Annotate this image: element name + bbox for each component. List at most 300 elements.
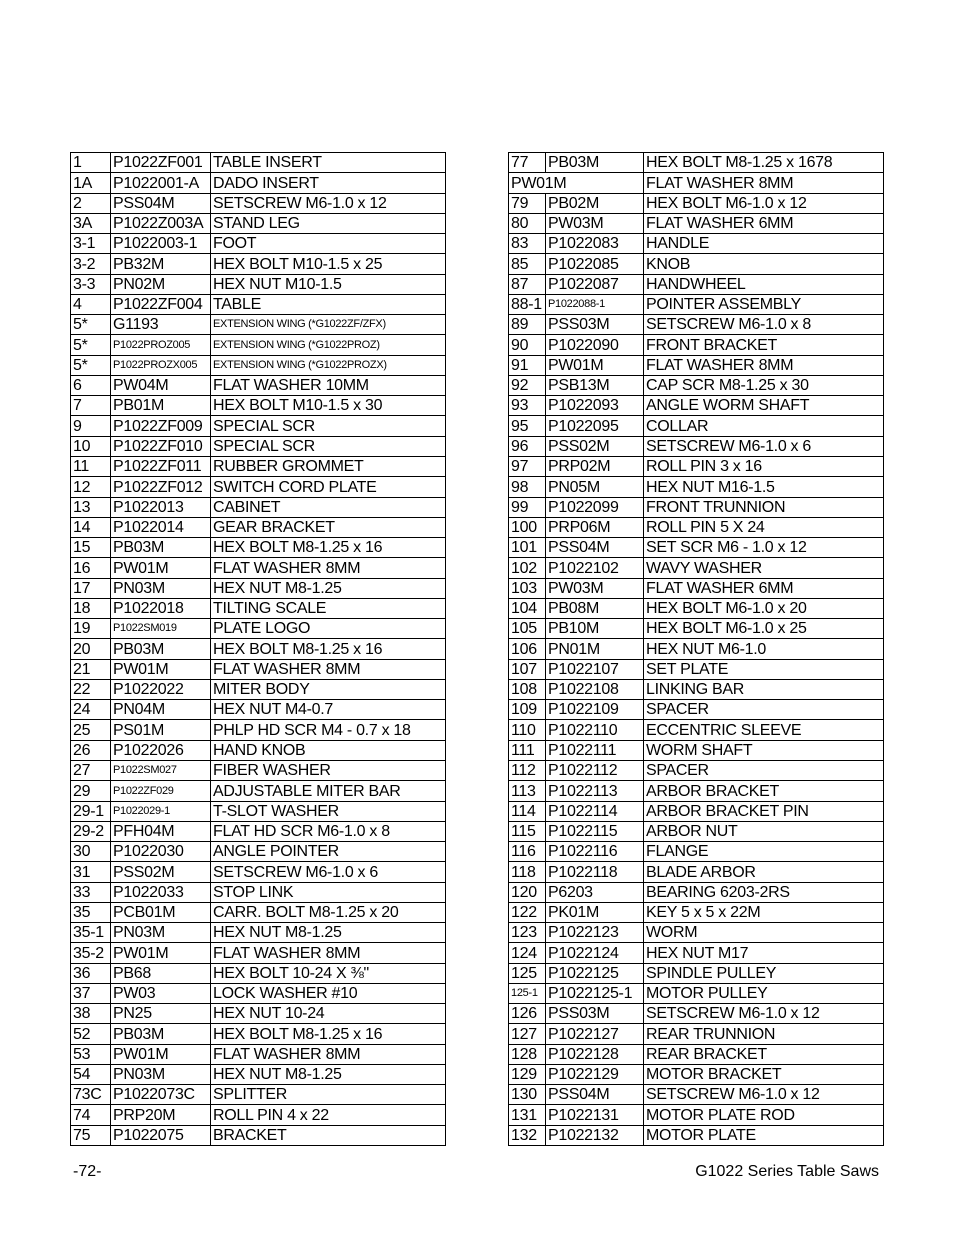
cell-ref: 35-2 xyxy=(71,943,111,963)
cell-description: FRONT TRUNNION xyxy=(644,497,884,517)
cell-ref: 13 xyxy=(71,497,111,517)
cell-part-number: PB08M xyxy=(546,598,644,618)
table-row xyxy=(509,153,884,173)
table-row xyxy=(509,274,884,294)
table-row xyxy=(509,375,884,395)
cell-description: FLAT WASHER 10MM xyxy=(211,375,446,395)
table-row xyxy=(71,517,446,537)
table-row xyxy=(509,923,884,943)
cell-description: HEX BOLT M10-1.5 x 30 xyxy=(211,396,446,416)
cell-ref: 99 xyxy=(509,497,546,517)
cell-description: HEX NUT 10-24 xyxy=(211,1004,446,1024)
parts-table-left xyxy=(70,152,446,1146)
cell-part-number: P1022128 xyxy=(546,1044,644,1064)
cell-description: HEX NUT M8-1.25 xyxy=(211,578,446,598)
table-row xyxy=(71,1024,446,1044)
table-row xyxy=(509,517,884,537)
cell-description: HAND KNOB xyxy=(211,740,446,760)
table-row xyxy=(509,538,884,558)
cell-description: FRONT BRACKET xyxy=(644,335,884,355)
cell-ref: 130 xyxy=(509,1085,546,1105)
table-row xyxy=(71,193,446,213)
table-row xyxy=(71,436,446,456)
cell-ref: 120 xyxy=(509,882,546,902)
cell-description: LINKING BAR xyxy=(644,679,884,699)
cell-ref: 100 xyxy=(509,517,546,537)
table-row xyxy=(509,720,884,740)
table-row xyxy=(509,943,884,963)
cell-ref: 30 xyxy=(71,842,111,862)
table-row xyxy=(71,396,446,416)
table-row xyxy=(509,315,884,335)
cell-ref: PW01M xyxy=(509,173,644,193)
table-row xyxy=(509,801,884,821)
table-row xyxy=(71,821,446,841)
table-row xyxy=(509,1105,884,1125)
cell-description: SPINDLE PULLEY xyxy=(644,963,884,983)
cell-description: WORM SHAFT xyxy=(644,740,884,760)
cell-ref: 112 xyxy=(509,760,546,780)
table-row xyxy=(71,923,446,943)
cell-ref: 129 xyxy=(509,1064,546,1084)
table-row xyxy=(509,1125,884,1145)
table-row xyxy=(509,1004,884,1024)
table-row xyxy=(509,862,884,882)
table-row xyxy=(509,740,884,760)
cell-description: ARBOR BRACKET xyxy=(644,781,884,801)
cell-description: SPECIAL SCR xyxy=(211,416,446,436)
table-row xyxy=(509,213,884,233)
cell-ref: 104 xyxy=(509,598,546,618)
cell-part-number: PFH04M xyxy=(111,821,211,841)
cell-part-number: P1022118 xyxy=(546,862,644,882)
cell-part-number: PSS02M xyxy=(546,436,644,456)
cell-part-number: PB32M xyxy=(111,254,211,274)
table-row xyxy=(509,598,884,618)
cell-description: KEY 5 x 5 x 22M xyxy=(644,902,884,922)
cell-description: HEX BOLT M10-1.5 x 25 xyxy=(211,254,446,274)
table-row xyxy=(509,294,884,314)
cell-part-number: PSS02M xyxy=(111,862,211,882)
table-row xyxy=(71,639,446,659)
cell-ref: 124 xyxy=(509,943,546,963)
cell-ref: 127 xyxy=(509,1024,546,1044)
table-row xyxy=(509,902,884,922)
cell-ref: 35 xyxy=(71,902,111,922)
cell-ref: 116 xyxy=(509,842,546,862)
cell-ref: 7 xyxy=(71,396,111,416)
cell-ref: 36 xyxy=(71,963,111,983)
cell-ref: 20 xyxy=(71,639,111,659)
cell-description: HANDLE xyxy=(644,234,884,254)
cell-description: HEX NUT M4-0.7 xyxy=(211,700,446,720)
cell-part-number: P1022ZF029 xyxy=(111,781,211,801)
cell-part-number: P1022113 xyxy=(546,781,644,801)
cell-part-number: P1022123 xyxy=(546,923,644,943)
cell-ref: 21 xyxy=(71,659,111,679)
table-row xyxy=(509,578,884,598)
cell-description: FLAT WASHER 6MM xyxy=(644,578,884,598)
table-row xyxy=(71,1044,446,1064)
cell-description: HEX BOLT M6-1.0 x 20 xyxy=(644,598,884,618)
cell-ref: 79 xyxy=(509,193,546,213)
cell-ref: 6 xyxy=(71,375,111,395)
cell-description: HEX BOLT M8-1.25 x 16 xyxy=(211,538,446,558)
cell-description: ANGLE WORM SHAFT xyxy=(644,396,884,416)
cell-ref: 38 xyxy=(71,1004,111,1024)
cell-description: FLAT WASHER 6MM xyxy=(644,213,884,233)
table-row xyxy=(509,882,884,902)
cell-description: RUBBER GROMMET xyxy=(211,456,446,476)
cell-part-number: PRP06M xyxy=(546,517,644,537)
cell-part-number: PW01M xyxy=(111,659,211,679)
cell-ref: 15 xyxy=(71,538,111,558)
cell-ref: 4 xyxy=(71,294,111,314)
cell-description: TABLE INSERT xyxy=(211,153,446,173)
table-row xyxy=(509,477,884,497)
table-row xyxy=(509,1024,884,1044)
cell-part-number: PB02M xyxy=(546,193,644,213)
cell-description: EXTENSION WING (*G1022ZF/ZFX) xyxy=(211,315,446,335)
table-row xyxy=(71,740,446,760)
cell-part-number: P1022088-1 xyxy=(546,294,644,314)
cell-part-number: PB68 xyxy=(111,963,211,983)
cell-description: STAND LEG xyxy=(211,213,446,233)
cell-part-number: P1022ZF011 xyxy=(111,456,211,476)
cell-part-number: PSS04M xyxy=(546,538,644,558)
cell-ref: 85 xyxy=(509,254,546,274)
table-row xyxy=(71,274,446,294)
cell-part-number: PSS03M xyxy=(546,1004,644,1024)
table-row xyxy=(71,700,446,720)
table-row xyxy=(71,801,446,821)
table-row xyxy=(71,1125,446,1145)
cell-part-number: P1022114 xyxy=(546,801,644,821)
cell-ref: 9 xyxy=(71,416,111,436)
page-number: -72- xyxy=(73,1163,102,1180)
cell-ref: 5* xyxy=(71,335,111,355)
cell-part-number: P1022116 xyxy=(546,842,644,862)
cell-description: BRACKET xyxy=(211,1125,446,1145)
cell-ref: 54 xyxy=(71,1064,111,1084)
cell-part-number: G1193 xyxy=(111,315,211,335)
cell-ref: 73C xyxy=(71,1085,111,1105)
table-row xyxy=(509,497,884,517)
cell-description: FLAT HD SCR M6-1.0 x 8 xyxy=(211,821,446,841)
cell-description: CARR. BOLT M8-1.25 x 20 xyxy=(211,902,446,922)
cell-part-number: P1022107 xyxy=(546,659,644,679)
cell-part-number: P1022093 xyxy=(546,396,644,416)
cell-description: HEX NUT M6-1.0 xyxy=(644,639,884,659)
cell-ref: 102 xyxy=(509,558,546,578)
table-row xyxy=(509,234,884,254)
cell-description: SPACER xyxy=(644,760,884,780)
cell-description: SPECIAL SCR xyxy=(211,436,446,456)
cell-ref: 126 xyxy=(509,1004,546,1024)
document-title: G1022 Series Table Saws xyxy=(695,1163,879,1180)
cell-part-number: P1022018 xyxy=(111,598,211,618)
table-row xyxy=(509,760,884,780)
cell-part-number: PW01M xyxy=(111,1044,211,1064)
table-row xyxy=(509,1064,884,1084)
cell-part-number: P1022ZF010 xyxy=(111,436,211,456)
table-row xyxy=(71,720,446,740)
cell-part-number: P1022030 xyxy=(111,842,211,862)
cell-description: FLANGE xyxy=(644,842,884,862)
cell-description: POINTER ASSEMBLY xyxy=(644,294,884,314)
cell-ref: 95 xyxy=(509,416,546,436)
cell-ref: 88-1 xyxy=(509,294,546,314)
cell-description: HEX BOLT M8-1.25 x 1678 xyxy=(644,153,884,173)
cell-part-number: P1022014 xyxy=(111,517,211,537)
cell-ref: 96 xyxy=(509,436,546,456)
cell-ref: 27 xyxy=(71,760,111,780)
cell-part-number: P1022132 xyxy=(546,1125,644,1145)
cell-part-number: PN03M xyxy=(111,923,211,943)
cell-part-number: P1022115 xyxy=(546,821,644,841)
cell-ref: 115 xyxy=(509,821,546,841)
table-row xyxy=(509,963,884,983)
table-row xyxy=(71,619,446,639)
cell-description: GEAR BRACKET xyxy=(211,517,446,537)
table-row xyxy=(71,335,446,355)
cell-part-number: PN05M xyxy=(546,477,644,497)
cell-description: ROLL PIN 4 x 22 xyxy=(211,1105,446,1125)
cell-ref: 80 xyxy=(509,213,546,233)
cell-part-number: P1022110 xyxy=(546,720,644,740)
cell-description: FIBER WASHER xyxy=(211,760,446,780)
cell-ref: 125 xyxy=(509,963,546,983)
cell-part-number: P1022111 xyxy=(546,740,644,760)
cell-description: BEARING 6203-2RS xyxy=(644,882,884,902)
table-row xyxy=(71,1105,446,1125)
cell-part-number: PRP02M xyxy=(546,456,644,476)
cell-part-number: PN01M xyxy=(546,639,644,659)
table-row xyxy=(509,193,884,213)
cell-part-number: PN25 xyxy=(111,1004,211,1024)
table-row xyxy=(71,213,446,233)
cell-description: MOTOR PULLEY xyxy=(644,983,884,1003)
table-row xyxy=(71,842,446,862)
cell-part-number: P1022125 xyxy=(546,963,644,983)
parts-table-right-body xyxy=(509,153,884,1146)
table-row xyxy=(509,781,884,801)
table-row xyxy=(71,456,446,476)
cell-description: CABINET xyxy=(211,497,446,517)
cell-ref: 16 xyxy=(71,558,111,578)
cell-ref: 14 xyxy=(71,517,111,537)
cell-description: MOTOR PLATE ROD xyxy=(644,1105,884,1125)
table-row xyxy=(71,355,446,375)
cell-ref: 3-1 xyxy=(71,234,111,254)
cell-ref: 114 xyxy=(509,801,546,821)
cell-ref: 5* xyxy=(71,355,111,375)
cell-ref: 24 xyxy=(71,700,111,720)
cell-description: TILTING SCALE xyxy=(211,598,446,618)
cell-description: COLLAR xyxy=(644,416,884,436)
table-row xyxy=(71,254,446,274)
cell-ref: 132 xyxy=(509,1125,546,1145)
table-row xyxy=(509,639,884,659)
cell-part-number: P1022075 xyxy=(111,1125,211,1145)
table-row xyxy=(71,315,446,335)
cell-part-number: P1022083 xyxy=(546,234,644,254)
table-row xyxy=(71,234,446,254)
cell-ref: 33 xyxy=(71,882,111,902)
table-row xyxy=(71,294,446,314)
cell-description: HEX BOLT M8-1.25 x 16 xyxy=(211,639,446,659)
cell-ref: 89 xyxy=(509,315,546,335)
cell-part-number: P1022108 xyxy=(546,679,644,699)
cell-ref: 52 xyxy=(71,1024,111,1044)
cell-description: FOOT xyxy=(211,234,446,254)
cell-description: FLAT WASHER 8MM xyxy=(211,659,446,679)
cell-description: MOTOR BRACKET xyxy=(644,1064,884,1084)
cell-description: WAVY WASHER xyxy=(644,558,884,578)
cell-part-number: P1022129 xyxy=(546,1064,644,1084)
cell-part-number: PB03M xyxy=(546,153,644,173)
cell-part-number: P1022102 xyxy=(546,558,644,578)
cell-description: SETSCREW M6-1.0 x 12 xyxy=(211,193,446,213)
cell-part-number: PN03M xyxy=(111,578,211,598)
cell-description: DADO INSERT xyxy=(211,173,446,193)
cell-part-number: PW04M xyxy=(111,375,211,395)
cell-ref: 103 xyxy=(509,578,546,598)
cell-ref: 105 xyxy=(509,619,546,639)
table-row xyxy=(71,173,446,193)
cell-ref: 3A xyxy=(71,213,111,233)
cell-description: FLAT WASHER 8MM xyxy=(211,1044,446,1064)
cell-ref: 3-2 xyxy=(71,254,111,274)
cell-part-number: P1022ZF012 xyxy=(111,477,211,497)
cell-part-number: PN04M xyxy=(111,700,211,720)
cell-ref: 74 xyxy=(71,1105,111,1125)
cell-part-number: PW01M xyxy=(111,558,211,578)
cell-description: STOP LINK xyxy=(211,882,446,902)
cell-part-number: PCB01M xyxy=(111,902,211,922)
cell-part-number: P1022022 xyxy=(111,679,211,699)
cell-description: T-SLOT WASHER xyxy=(211,801,446,821)
cell-ref: 29 xyxy=(71,781,111,801)
cell-part-number: P1022PROZ005 xyxy=(111,335,211,355)
cell-ref: 90 xyxy=(509,335,546,355)
cell-ref: 118 xyxy=(509,862,546,882)
cell-ref: 35-1 xyxy=(71,923,111,943)
cell-description: SETSCREW M6-1.0 x 8 xyxy=(644,315,884,335)
cell-part-number: P1022099 xyxy=(546,497,644,517)
cell-description: FLAT WASHER 8MM xyxy=(211,558,446,578)
table-row xyxy=(71,882,446,902)
cell-ref: 122 xyxy=(509,902,546,922)
cell-part-number: P1022131 xyxy=(546,1105,644,1125)
cell-description: HEX NUT M17 xyxy=(644,943,884,963)
cell-description: HEX NUT M16-1.5 xyxy=(644,477,884,497)
table-row xyxy=(71,902,446,922)
cell-part-number: P1022085 xyxy=(546,254,644,274)
cell-part-number: PW03 xyxy=(111,983,211,1003)
cell-ref: 1 xyxy=(71,153,111,173)
cell-ref: 123 xyxy=(509,923,546,943)
cell-part-number: P1022033 xyxy=(111,882,211,902)
cell-description: SWITCH CORD PLATE xyxy=(211,477,446,497)
cell-part-number: P1022109 xyxy=(546,700,644,720)
cell-ref: 22 xyxy=(71,679,111,699)
cell-ref: 98 xyxy=(509,477,546,497)
cell-ref: 29-1 xyxy=(71,801,111,821)
table-row xyxy=(509,355,884,375)
table-row xyxy=(71,578,446,598)
table-row xyxy=(71,1004,446,1024)
table-row xyxy=(509,254,884,274)
cell-ref: 83 xyxy=(509,234,546,254)
cell-ref: 19 xyxy=(71,619,111,639)
cell-description: KNOB xyxy=(644,254,884,274)
table-row xyxy=(509,983,884,1003)
cell-description: PHLP HD SCR M4 - 0.7 x 18 xyxy=(211,720,446,740)
cell-ref: 128 xyxy=(509,1044,546,1064)
table-row xyxy=(71,538,446,558)
cell-ref: 93 xyxy=(509,396,546,416)
cell-description: REAR BRACKET xyxy=(644,1044,884,1064)
cell-ref: 31 xyxy=(71,862,111,882)
cell-description: SPLITTER xyxy=(211,1085,446,1105)
cell-ref: 53 xyxy=(71,1044,111,1064)
cell-description: HEX BOLT M6-1.0 x 25 xyxy=(644,619,884,639)
cell-ref: 87 xyxy=(509,274,546,294)
cell-ref: 37 xyxy=(71,983,111,1003)
table-row xyxy=(71,983,446,1003)
cell-ref: 3-3 xyxy=(71,274,111,294)
cell-ref: 11 xyxy=(71,456,111,476)
cell-description: TABLE xyxy=(211,294,446,314)
cell-description: LOCK WASHER #10 xyxy=(211,983,446,1003)
cell-ref: 18 xyxy=(71,598,111,618)
cell-description: ROLL PIN 5 X 24 xyxy=(644,517,884,537)
cell-ref: 109 xyxy=(509,700,546,720)
cell-part-number: PW01M xyxy=(111,943,211,963)
cell-ref: 12 xyxy=(71,477,111,497)
table-row xyxy=(509,456,884,476)
table-row xyxy=(71,679,446,699)
cell-description: ANGLE POINTER xyxy=(211,842,446,862)
cell-part-number: P1022ZF004 xyxy=(111,294,211,314)
cell-ref: 77 xyxy=(509,153,546,173)
cell-part-number: P1022095 xyxy=(546,416,644,436)
cell-description: ARBOR NUT xyxy=(644,821,884,841)
cell-ref: 108 xyxy=(509,679,546,699)
cell-part-number: P6203 xyxy=(546,882,644,902)
cell-part-number: P1022127 xyxy=(546,1024,644,1044)
cell-ref: 10 xyxy=(71,436,111,456)
cell-part-number: PSS04M xyxy=(111,193,211,213)
cell-ref: 131 xyxy=(509,1105,546,1125)
cell-description: SET SCR M6 - 1.0 x 12 xyxy=(644,538,884,558)
cell-part-number: PK01M xyxy=(546,902,644,922)
cell-part-number: PN02M xyxy=(111,274,211,294)
table-row xyxy=(509,619,884,639)
cell-description: FLAT WASHER 8MM xyxy=(644,173,884,193)
cell-description: HEX NUT M10-1.5 xyxy=(211,274,446,294)
cell-part-number: P1022ZF009 xyxy=(111,416,211,436)
cell-description: FLAT WASHER 8MM xyxy=(644,355,884,375)
cell-description: REAR TRUNNION xyxy=(644,1024,884,1044)
cell-part-number: PB10M xyxy=(546,619,644,639)
cell-description: SETSCREW M6-1.0 x 6 xyxy=(644,436,884,456)
table-row xyxy=(71,416,446,436)
cell-description: HEX BOLT M8-1.25 x 16 xyxy=(211,1024,446,1044)
cell-part-number: P1022003-1 xyxy=(111,234,211,254)
cell-ref: 125-1 xyxy=(509,983,546,1003)
